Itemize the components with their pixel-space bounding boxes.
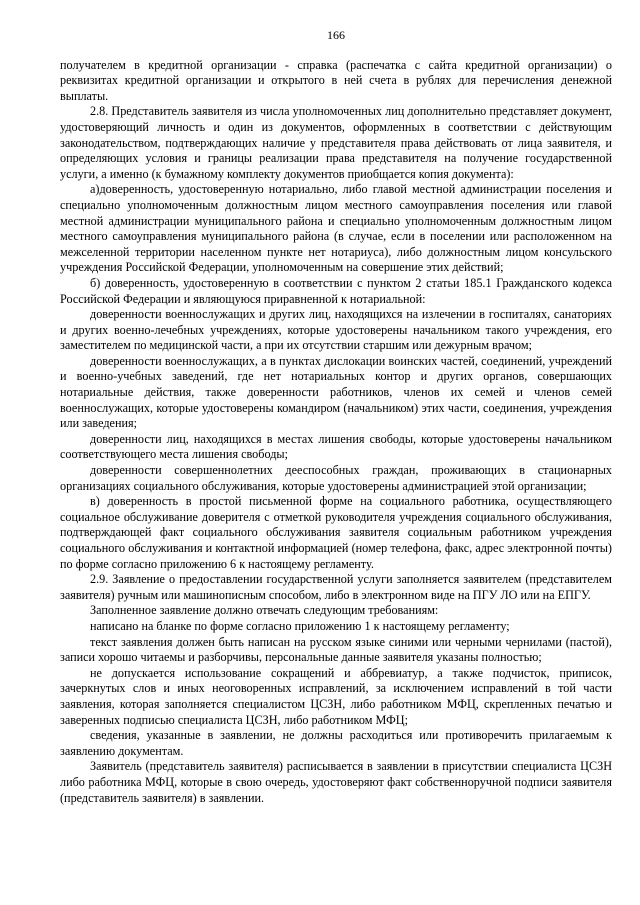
paragraph-item-b: б) доверенность, удостоверенную в соответствии с пунктом 2 статьи 185.1 Гражданского кодекса Российской Федерации и являющуюся приравненной к нотариальной: (60, 275, 612, 306)
paragraph-detention: доверенности лиц, находящихся в местах лишения свободы, которые удостоверены начальником соответствующего места лишения свободы; (60, 431, 612, 462)
paragraph-social-organizations: доверенности совершеннолетних дееспособных граждан, проживающих в стационарных организациях социального обслуживания, которые удостоверены администрацией этой организации; (60, 463, 612, 493)
document-page (60, 28, 612, 806)
document-body (60, 58, 612, 807)
paragraph-requirements-intro: Заполненное заявление должно отвечать следующим требованиям: (90, 603, 439, 618)
paragraph-military-units: доверенности военнослужащих, а в пунктах дислокации воинских частей, соединений, учреждений и военно-учебных заведений, где нет нотариальных контор и других органов, совершающих нотариальные действия, также доверенности работников, членов их семей и членов семей военнослужащих, которые удостоверены командиром (начальником) этих части, соединения, учреждения или заведения; (60, 353, 612, 431)
paragraph-signature: Заявитель (представитель заявителя) расписывается в заявлении в присутствии специалиста ЦСЗН либо работника МФЦ, которые в свою очередь, удостоверяют факт собственноручной подписи заявителя (представитель заявителя) в заявлении. (60, 759, 612, 805)
paragraph-military-hospital: доверенности военнослужащих и других лиц, находящихся на излечении в госпиталях, санаториях и других военно-лечебных учреждениях, которые удостоверены начальником такого учреждения, его заместителем по медицинской части, а при их отсутствии старшим или дежурным врачом; (60, 307, 612, 353)
paragraph-2-9: 2.9. Заявление о предоставлении государственной услуги заполняется заявителем (представителем заявителя) ручным или машинописным способом, либо в электронном виде на ПГУ ЛО или на ЕПГУ. (60, 572, 612, 602)
paragraph-continuation: получателем в кредитной организации - справка (распечатка с сайта кредитной организации) о реквизитах кредитной организации и открытого в ней счета в рублях для перечисления денежной выплаты. (60, 57, 612, 103)
paragraph-item-a: а)доверенность, удостоверенную нотариально, либо главой местной администрации поселения и специально уполномоченным должностным лицом местного самоуправления поселения или главой местной администрации муниципального района и специально уполномоченным должностным лицом местного самоуправления муниципального района (в случае, если в поселении или расположенном на межселенной территории населенном пункте нет нотариуса), либо должностным лицом консульского учреждения Российской Федерации, уполномоченным на совершение этих действий; (60, 182, 612, 275)
paragraph-requirement-form: написано на бланке по форме согласно приложению 1 к настоящему регламенту; (90, 618, 510, 633)
paragraph-item-v: в) доверенность в простой письменной форме на социального работника, осуществляющего социальное обслуживание доверителя с отметкой руководителя учреждения социального обслуживания, подтверждающей факт социального обслуживания заявителя социальным работником учреждения социального обслуживания и контактной информацией (номер телефона, факс, адрес электронной почты) по форме согласно приложению 6 к настоящему регламенту. (60, 494, 612, 571)
page-number: 166 (327, 28, 345, 42)
paragraph-requirement-language: текст заявления должен быть написан на русском языке синими или черными чернилами (пастой), записи хорошо читаемы и разборчивы, персональные данные заявителя указаны полностью; (60, 634, 612, 665)
paragraph-2-8: 2.8. Представитель заявителя из числа уполномоченных лиц дополнительно представляет документ, удостоверяющий личность и один из документов, оформленных в соответствии с действующим законодательством, подтверждающих наличие у представителя права действовать от лица заявителя, и определяющих условия и границы реализации права представителя на получение государственной услуги, а именно (к бумажному комплекту документов приобщается копия документа): (60, 104, 612, 181)
paragraph-requirement-no-abbreviations: не допускается использование сокращений и аббревиатур, а также подчисток, приписок, зачеркнутых слов и иных неоговоренных исправлений, за исключением исправлений в той части заявления, которая заполняется специалистом ЦСЗН, либо работником МФЦ, скрепленных печатью и заверенных подписью специалиста ЦСЗН, либо работником МФЦ; (60, 665, 612, 727)
paragraph-requirement-consistency: сведения, указанные в заявлении, не должны расходиться или противоречить прилагаемым к заявлению документам. (60, 728, 612, 758)
